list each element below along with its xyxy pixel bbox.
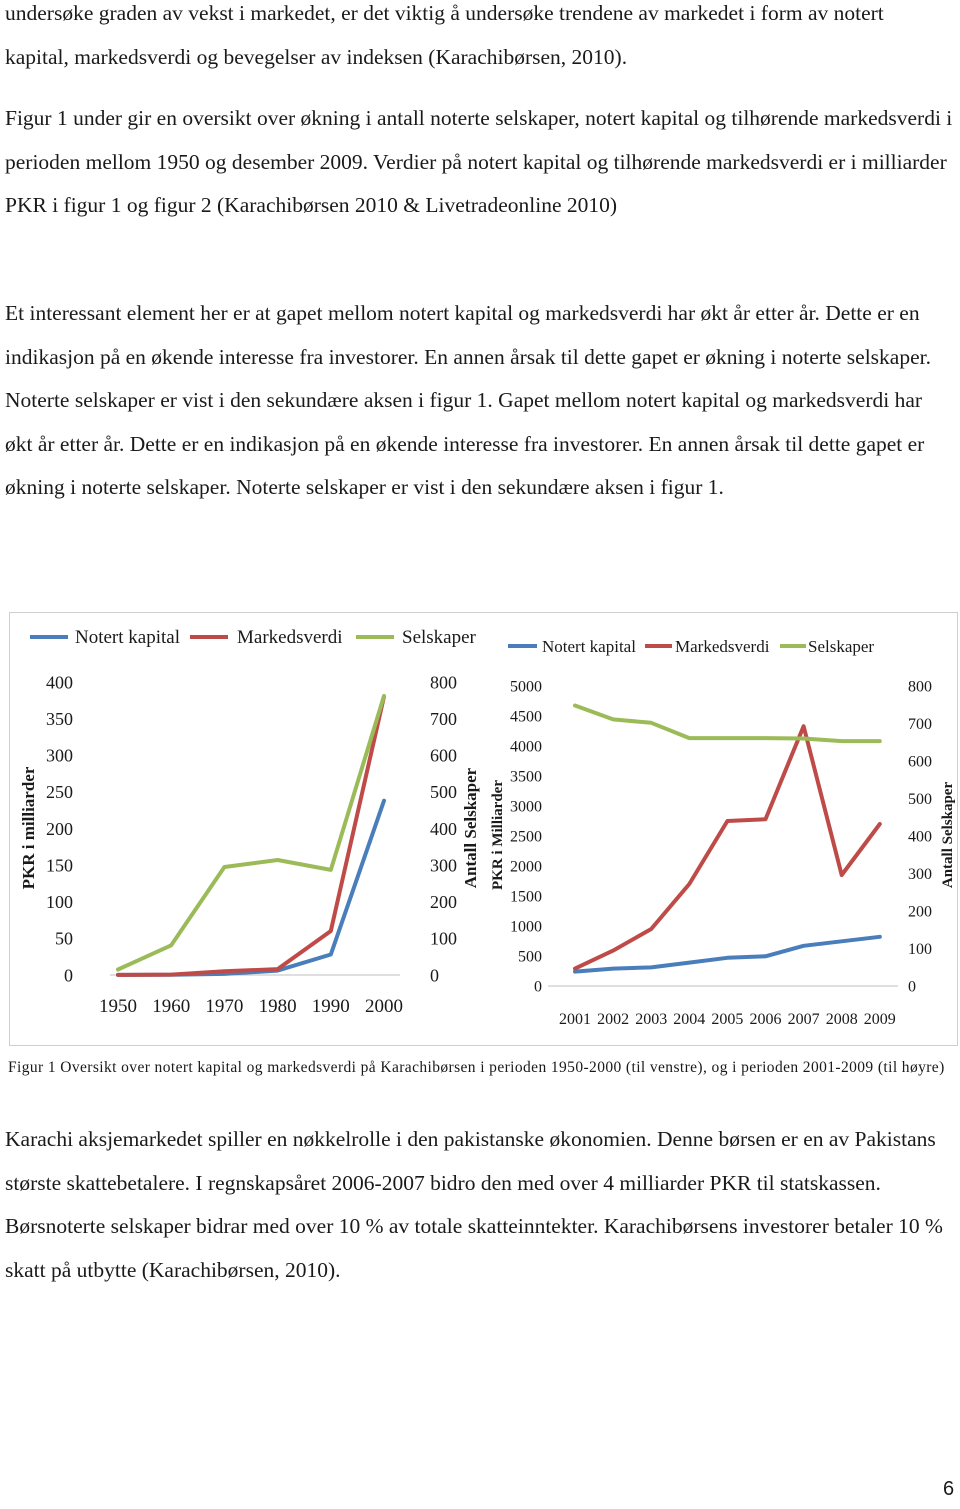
left-chart-y2-axis-title: Antall Selskaper — [461, 767, 480, 889]
right-chart-x-tick-label: 2006 — [749, 1011, 782, 1028]
paragraph-intro: undersøke graden av vekst i markedet, er det viktig å undersøke trendene av markedet i form av notert kapital, markedsverdi og bevegelser av indeksen (Karachibørsen, 2010). — [5, 1, 884, 69]
right-chart-y-tick-label: 4000 — [510, 738, 542, 756]
left-chart-y-tick-label: 50 — [55, 928, 73, 949]
right-chart-x-tick-label: 2007 — [787, 1011, 820, 1028]
left-chart-x-tick-label: 1960 — [152, 996, 191, 1017]
right-chart-y2-tick-label: 800 — [908, 678, 932, 696]
right-chart-y2-axis-title: Antall Selskaper — [940, 781, 956, 889]
right-chart-series-markedsverdi — [575, 726, 880, 968]
right-chart-series-notert-kapital — [575, 937, 880, 972]
paragraph-figure-reference: Figur 1 under gir en oversikt over økning i antall noterte selskaper, notert kapital og tilhørende markedsverdi i perioden mellom 1950 og desember 2009. Verdier på notert kapital og tilhørende markedsverdi er i milliarder PKR i figur 1 og figur 2 (Karachibørsen 2010 & Livetradeonline 2010) — [5, 106, 953, 217]
right-chart-x-tick-label: 2004 — [673, 1011, 706, 1028]
paragraph-gap-discussion: Et interessant element her er at gapet mellom notert kapital og markedsverdi har økt år etter år. Dette er en indikasjon på en økende interesse fra investorer. En annen årsak til dette gapet er økning i noterte selskaper. Noterte selskaper er vist i den sekundære aksen i figur 1. Gapet mellom notert kapital og markedsverdi har økt år etter år. Dette er en indikasjon på en økende interesse fra investorer. En annen årsak til dette gapet er økning i noterte selskaper. Noterte selskaper er vist i den sekundære aksen i figur 1. — [5, 301, 931, 499]
left-chart-x-tick-label: 1990 — [311, 996, 350, 1017]
left-chart-legend-label: Selskaper — [402, 627, 476, 648]
left-chart-y2-tick-label: 200 — [430, 892, 457, 913]
left-chart-y-tick-label: 400 — [46, 672, 73, 693]
right-chart-y-tick-label: 4500 — [510, 708, 542, 726]
right-chart-x-tick-label: 2001 — [559, 1011, 591, 1028]
left-chart-y2-tick-label: 700 — [430, 708, 457, 729]
left-chart-y-tick-label: 200 — [46, 818, 73, 839]
right-chart-y2-tick-label: 300 — [908, 866, 932, 884]
right-chart-y-axis-title: PKR i Milliarder — [490, 780, 506, 890]
right-chart-y2-tick-label: 0 — [908, 978, 916, 996]
left-chart-x-tick-label: 2000 — [365, 996, 403, 1017]
right-chart-legend-label: Selskaper — [808, 637, 875, 656]
left-chart-y2-tick-label: 400 — [430, 818, 457, 839]
left-chart-series-markedsverdi — [118, 697, 384, 975]
right-chart-x-tick-label: 2005 — [711, 1011, 744, 1028]
left-chart-x-tick-label: 1980 — [258, 996, 297, 1017]
right-chart-x-tick-label: 2002 — [597, 1011, 630, 1028]
right-chart-y-tick-label: 1000 — [510, 918, 542, 936]
left-chart-y-tick-label: 100 — [46, 892, 73, 913]
page-number: 6 — [943, 1478, 955, 1500]
left-chart-y-tick-label: 150 — [46, 855, 73, 876]
right-chart-y2-tick-label: 700 — [908, 716, 932, 734]
left-chart-y-tick-label: 300 — [46, 745, 73, 766]
left-chart-y2-tick-label: 300 — [430, 855, 457, 876]
right-chart-y2-tick-label: 400 — [908, 828, 932, 846]
right-chart-legend-label: Markedsverdi — [675, 637, 770, 656]
left-chart-y2-tick-label: 500 — [430, 782, 457, 803]
left-chart-y2-tick-label: 600 — [430, 745, 457, 766]
left-chart-series-selskaper — [118, 696, 384, 970]
left-chart-y-tick-label: 0 — [64, 965, 73, 986]
right-chart-x-tick-label: 2003 — [635, 1011, 668, 1028]
right-chart-y2-tick-label: 600 — [908, 753, 932, 771]
left-chart-y2-tick-label: 800 — [430, 672, 457, 693]
left-chart-y2-tick-label: 0 — [430, 965, 439, 986]
left-chart-legend-label: Notert kapital — [75, 627, 180, 648]
paragraph-karachi-economy: Karachi aksjemarkedet spiller en nøkkelrolle i den pakistanske økonomien. Denne børsen er en av Pakistans største skattebetalere. I regnskapsåret 2006-2007 bidro den med over 4 milliarder PKR til statskassen. Børsnoterte selskaper bidrar med over 10 % av totale skatteinntekter. Karachibørsens investorer betaler 10 % skatt på utbytte (Karachibørsen, 2010). — [5, 1127, 943, 1282]
left-chart-legend-label: Markedsverdi — [237, 627, 343, 648]
right-chart-y2-tick-label: 200 — [908, 903, 932, 921]
right-chart-y-tick-label: 2500 — [510, 828, 542, 846]
left-chart-y-tick-label: 250 — [46, 782, 73, 803]
right-chart-y-tick-label: 3000 — [510, 798, 542, 816]
right-chart-y-tick-label: 2000 — [510, 858, 542, 876]
right-chart-y2-tick-label: 100 — [908, 941, 932, 959]
right-chart-x-tick-label: 2009 — [863, 1011, 896, 1028]
right-chart-y-tick-label: 0 — [534, 978, 542, 996]
right-chart-y-tick-label: 5000 — [510, 678, 542, 696]
right-chart-series-selskaper — [575, 706, 880, 742]
left-chart-x-tick-label: 1970 — [205, 996, 244, 1017]
right-chart-legend-label: Notert kapital — [542, 637, 636, 656]
right-chart-x-tick-label: 2008 — [825, 1011, 858, 1028]
right-chart-y-tick-label: 1500 — [510, 888, 542, 906]
left-chart-x-tick-label: 1950 — [99, 996, 137, 1017]
right-chart-y-tick-label: 3500 — [510, 768, 542, 786]
right-chart-y2-tick-label: 500 — [908, 791, 932, 809]
left-chart-y-axis-title: PKR i milliarder — [19, 766, 38, 890]
left-chart-y2-tick-label: 100 — [430, 928, 457, 949]
figure-caption: Figur 1 Oversikt over notert kapital og markedsverdi på Karachibørsen i perioden 1950-2000 (til venstre), og i perioden 2001-2009 (til høyre) — [8, 1059, 945, 1076]
right-chart-y-tick-label: 500 — [518, 948, 542, 966]
left-chart-y-tick-label: 350 — [46, 708, 73, 729]
